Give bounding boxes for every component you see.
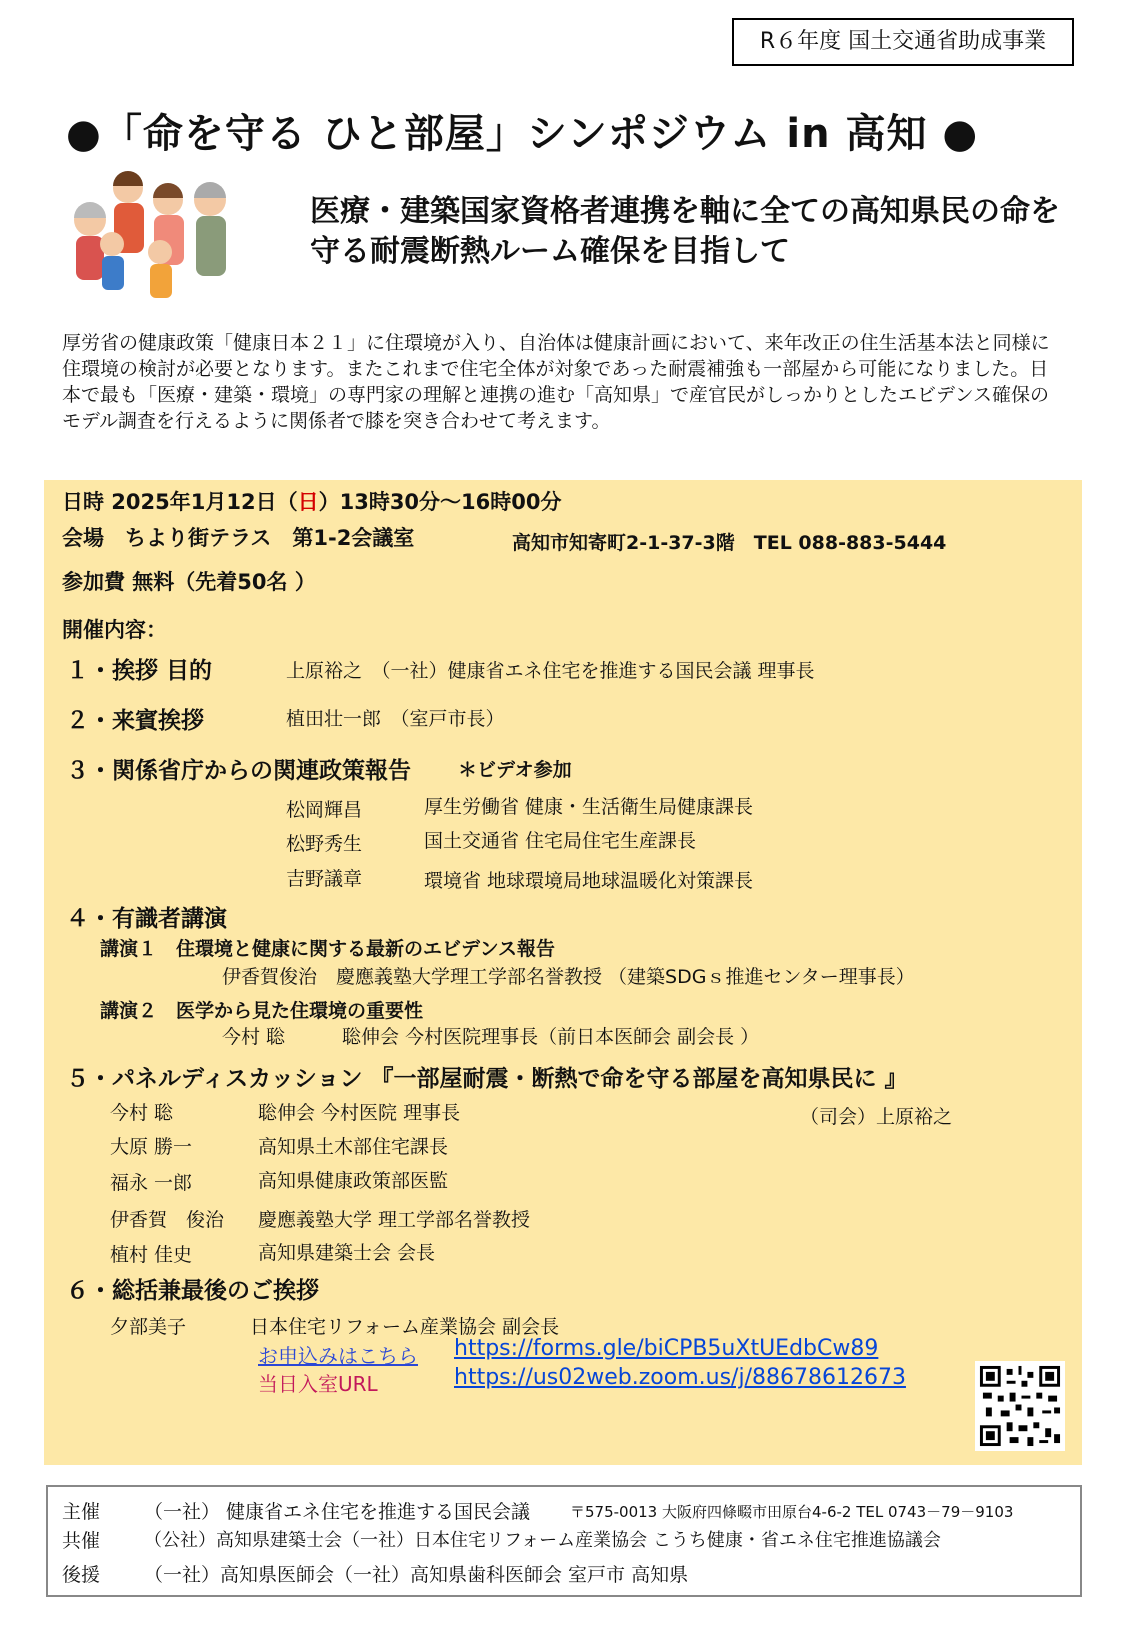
program-3-title: ３・関係省庁からの関連政策報告 <box>66 758 411 784</box>
p5-name-3: 福永 一郎 <box>110 1172 193 1194</box>
p3-role-3: 環境省 地球環境局地球温暖化対策課長 <box>424 870 754 892</box>
intro-text: 厚労省の健康政策「健康日本２１」に住環境が入り、自治体は健康計画において、来年改正の住生活基本法と同様に住環境の検討が必要となります。またこれまで住宅全体が対象であった耐震補強も一部屋から可能になりました。日本で最も「医療・建築・環境」の専門家の理解と連携の進む「高知県」で産官民がしっかりとしたエビデンス確保のモデル調査を行えるように関係者で膝を突き合わせて考えます。 <box>62 332 1050 432</box>
program-2-title: ２・来賓挨拶 <box>66 708 204 734</box>
lecture-1-title: 講演１ 住環境と健康に関する最新のエビデンス報告 <box>100 938 556 960</box>
support-orgs: （一社）高知県医師会（一社）高知県歯科医師会 室戸市 高知県 <box>144 1564 689 1586</box>
program-1-speaker: 上原裕之 （一社）健康省エネ住宅を推進する国民会議 理事長 <box>286 660 815 682</box>
event-address: 高知市知寄町2-1-37-3階 TEL 088-883-5444 <box>512 532 947 554</box>
p5-name-4: 伊香賀 俊治 <box>110 1209 225 1231</box>
p3-role-1: 厚生労働省 健康・生活衛生局健康課長 <box>424 796 754 818</box>
p5-name-2: 大原 勝一 <box>110 1136 193 1158</box>
p3-name-1: 松岡輝昌 <box>286 799 363 821</box>
qr-code-icon[interactable] <box>975 1361 1065 1451</box>
event-fee: 参加費 無料（先着50名 ） <box>62 570 316 594</box>
page-title: ●「命を守る ひと部屋」シンポジウム in 高知 ● <box>66 111 979 157</box>
program-5-title: ５・パネルディスカッション 『一部屋耐震・断熱で命を守る部屋を高知県民に 』 <box>66 1066 908 1092</box>
p3-role-2: 国土交通省 住宅局住宅生産課長 <box>424 830 697 852</box>
p6-name: 夕部美子 <box>110 1316 187 1338</box>
cohost-label: 共催 <box>62 1530 101 1552</box>
video-note: ＊ビデオ参加 <box>458 759 572 781</box>
p5-role-3: 高知県健康政策部医監 <box>258 1170 449 1192</box>
program-2-speaker: 植田壮一郎 （室戸市長） <box>286 708 505 730</box>
lecture-2-title: 講演２ 医学から見た住環境の重要性 <box>100 1000 424 1022</box>
program-4-title: ４・有識者講演 <box>66 906 227 932</box>
program-1-title: １・挨拶 目的 <box>66 658 213 684</box>
host-address: 〒575-0013 大阪府四條畷市田原台4-6-2 TEL 0743－79－9103 <box>570 1503 1014 1521</box>
p5-name-1: 今村 聡 <box>110 1102 174 1124</box>
host-org: （一社） 健康省エネ住宅を推進する国民会議 <box>144 1501 531 1523</box>
datetime-text: 日時 2025年1月12日（ <box>62 490 298 514</box>
subsidy-tag: R６年度 国土交通省助成事業 <box>732 18 1074 66</box>
panel-moderator: （司会）上原裕之 <box>800 1106 953 1128</box>
event-venue: 会場 ちより街テラス 第1-2会議室 <box>62 526 415 550</box>
p5-role-4: 慶應義塾大学 理工学部名誉教授 <box>258 1209 531 1231</box>
day-of-week: 日 <box>297 490 319 514</box>
p5-role-2: 高知県土木部住宅課長 <box>258 1136 449 1158</box>
host-label: 主催 <box>62 1501 101 1523</box>
family-illustration <box>60 160 260 310</box>
content-label: 開催内容： <box>62 618 167 642</box>
program-6-title: ６・総括兼最後のご挨拶 <box>66 1278 319 1304</box>
p3-name-3: 吉野議章 <box>286 868 363 890</box>
subtitle: 医療・建築国家資格者連携を軸に全ての高知県民の命を守る耐震断熱ルーム確保を目指して <box>310 194 1060 269</box>
p6-role: 日本住宅リフォーム産業協会 副会長 <box>250 1316 560 1338</box>
zoom-label: 当日入室URL <box>258 1372 378 1396</box>
apply-link[interactable]: https://forms.gle/biCPB5uXtUEdbCw89 <box>454 1336 879 1361</box>
p3-name-2: 松野秀生 <box>286 833 363 855</box>
lecture-2-speaker: 今村 聡 聡伸会 今村医院理事長（前日本医師会 副会長 ） <box>222 1026 760 1048</box>
cohost-orgs: （公社）高知県建築士会（一社）日本住宅リフォーム産業協会 こうち健康・省エネ住宅推進協議会 <box>144 1530 941 1551</box>
lecture-1-speaker: 伊香賀俊治 慶應義塾大学理工学部名誉教授 （建築SDGｓ推進センター理事長） <box>222 966 915 988</box>
p5-name-5: 植村 佳史 <box>110 1244 193 1266</box>
datetime-time: ）13時30分～16時00分 <box>318 490 562 514</box>
support-label: 後援 <box>62 1564 101 1586</box>
p5-role-1: 聡伸会 今村医院 理事長 <box>258 1102 461 1124</box>
event-datetime <box>62 486 562 516</box>
p5-role-5: 高知県建築士会 会長 <box>258 1242 436 1264</box>
zoom-link[interactable]: https://us02web.zoom.us/j/88678612673 <box>454 1365 906 1390</box>
apply-label[interactable]: お申込みはこちら <box>258 1344 418 1368</box>
